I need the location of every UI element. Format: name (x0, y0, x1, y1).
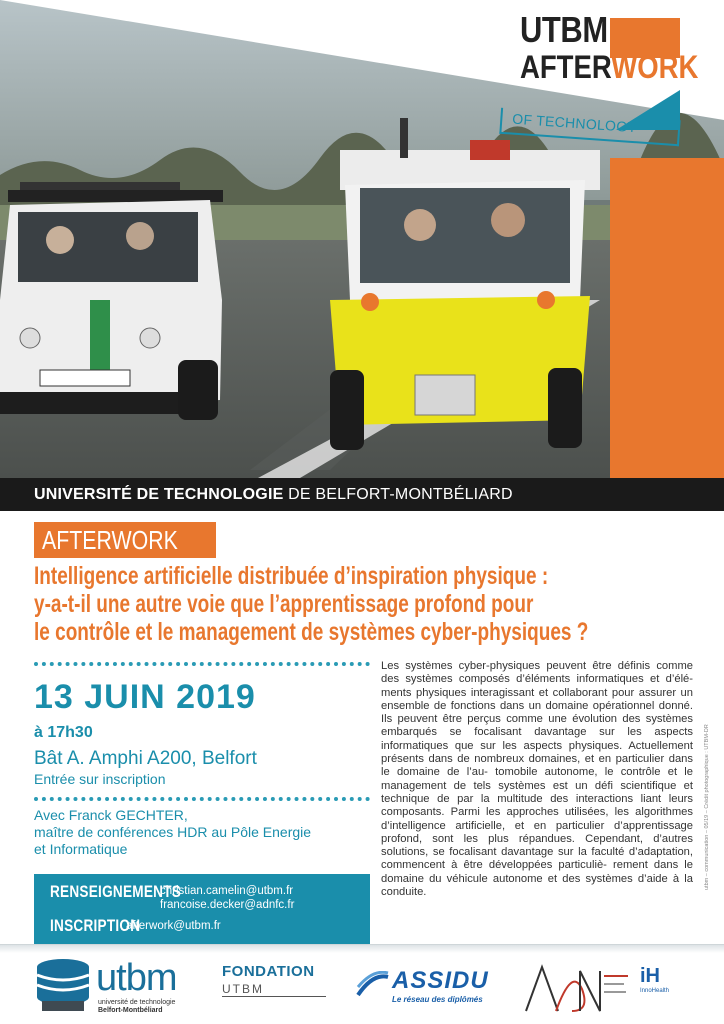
utbm-afterwork-logo (512, 10, 700, 145)
speaker-line: maître de conférences HDR au Pôle Energie (34, 824, 312, 840)
event-title-line: le contrôle et le management de systèmes cyber-physiques ? (34, 618, 589, 646)
contact-box (34, 874, 370, 944)
university-band (0, 478, 724, 511)
side-credit (704, 690, 714, 890)
fondation-utbm-logo (222, 963, 332, 1013)
event-entry-note: Entrée sur inscription (34, 771, 166, 787)
inscription-label: INSCRIPTION (50, 916, 141, 935)
speaker-line: Avec Franck GECHTER, (34, 807, 188, 823)
renseignements-label: RENSEIGNEMENTS (50, 882, 182, 901)
event-title-line: y-a-t-il une autre voie que l’apprentissage profond pour (34, 590, 534, 618)
adn-logo (520, 961, 630, 1015)
logo-work: WORK (611, 49, 699, 85)
assidu-logo (356, 967, 506, 1011)
event-title-line: Intelligence artificielle distribuée d’inspiration physique : (34, 562, 549, 590)
orange-accent-stripe (610, 158, 724, 478)
fondation-utbm-label: UTBM (222, 982, 326, 997)
dotted-separator (34, 662, 370, 666)
contact-email[interactable]: christian.camelin@utbm.fr (160, 885, 294, 897)
logo-of-technology-text: OF TECHNOLOGY (511, 110, 638, 136)
utbm-logo-icon (34, 955, 92, 1017)
adn-logo-icon (520, 961, 630, 1015)
event-title (34, 562, 714, 646)
utbm-logo (34, 955, 194, 1017)
contact-email[interactable]: francoise.decker@adnfc.fr (160, 899, 295, 911)
assidu-word: ASSIDU (392, 967, 489, 994)
side-credit-text: utbm – communication – 05/19 – Crédit photographique : UTBM-DR (704, 724, 710, 890)
utbm-logo-subtitle: université de technologie (98, 999, 176, 1006)
event-speaker (34, 807, 370, 858)
event-time: à 17h30 (34, 724, 93, 741)
university-name-bold: UNIVERSITÉ DE TECHNOLOGIE (34, 486, 284, 503)
afterwork-tag (34, 522, 216, 558)
assidu-logo-icon (356, 971, 390, 1001)
event-description: Les systèmes cyber-physiques peuvent être définis comme des systèmes composés d’éléments informatiques et d’élé- ments physiques interagissant et collaborant pour assurer un ensemble de fonctions dans un domaine opérationnel donné. Ils peuvent être perçus comme une évolution des systèmes embarqués se focalisant davantage sur les aspects informatiques que sur les aspects physiques. Actuellement présents dans de nombreux domaines, et en particulier dans le domaine de l’au- tomobile autonome, le contrôle et le management de tels systèmes est un défi scientifique et technique de par la multitude des interactions liant leurs composants. Parmi les approches utilisées, les algorithmes d’intelligence artificielle, et en particulier d’apprentissage profond, sont les plus répandues. Cependant, d’autres solutions, se focalisant davantage sur la faculté d’adaptation, commencent à être développées particuliè- rement dans le domaine du véhicule autonome et des systèmes d’aide à la conduite. (381, 660, 693, 899)
innohealth-logo (640, 965, 690, 1015)
partner-logos-footer (0, 944, 724, 1024)
logo-afterwork-text (520, 50, 698, 84)
speaker-line: et Informatique (34, 841, 128, 857)
footer-shade (0, 945, 724, 953)
inscription-email[interactable]: afterwork@utbm.fr (126, 920, 221, 932)
ih-mark: iH (640, 965, 660, 987)
afterwork-tag-label: AFTERWORK (42, 525, 178, 555)
event-place: Bât A. Amphi A200, Belfort (34, 748, 257, 769)
logo-after: AFTER (520, 49, 612, 85)
logo-utbm-text: UTBM (520, 9, 608, 50)
fondation-label: FONDATION (222, 963, 315, 980)
yellow-car (330, 118, 600, 450)
utbm-logo-word: utbm (96, 957, 177, 999)
ih-label: InnoHealth (640, 988, 670, 994)
university-name-rest: DE BELFORT-MONTBÉLIARD (283, 486, 513, 503)
university-name (34, 485, 513, 505)
dotted-separator (34, 797, 370, 801)
utbm-logo-subtitle: Belfort-Montbéliard (98, 1007, 163, 1014)
white-car (0, 182, 223, 420)
assidu-tagline: Le réseau des diplômés (392, 995, 483, 1004)
event-date: 13 JUIN 2019 (34, 678, 256, 716)
